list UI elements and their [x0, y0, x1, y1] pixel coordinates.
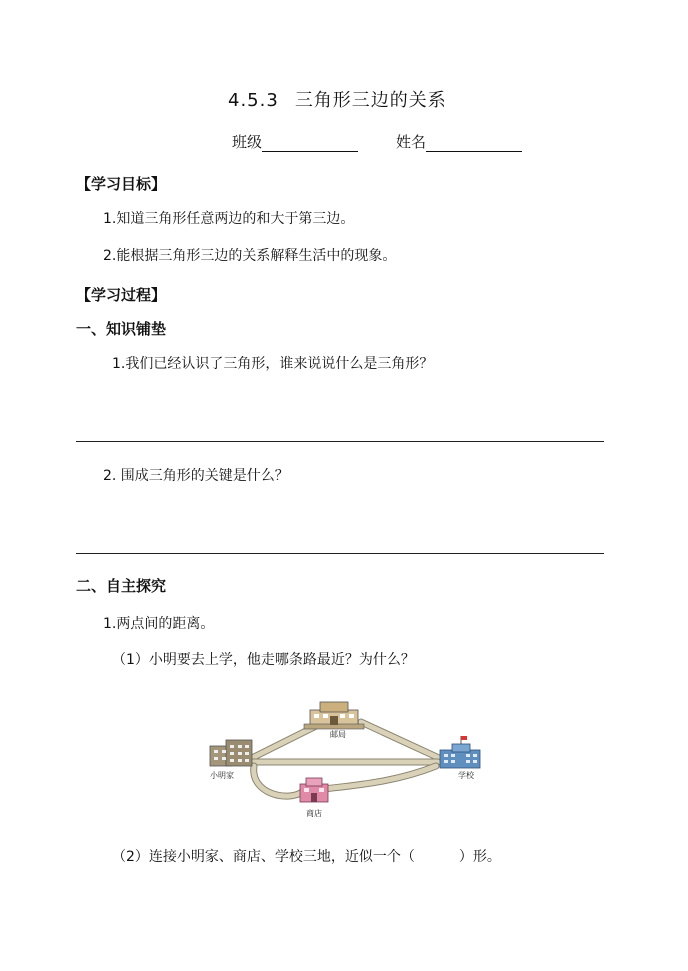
store-label: 商店: [306, 809, 322, 818]
name-blank[interactable]: [426, 137, 522, 152]
home-building-icon: [210, 740, 252, 766]
section-2-question-1: （1）小明要去上学，他走哪条路最近？为什么？: [112, 652, 415, 668]
route-map-illustration: [196, 694, 526, 824]
answer-line-2[interactable]: [76, 553, 604, 554]
section-1-question-1: 1.我们已经认识了三角形，谁来说说什么是三角形？: [112, 356, 434, 372]
answer-line-1[interactable]: [76, 441, 604, 442]
school-building-icon: [440, 736, 480, 768]
home-label: 小明家: [210, 771, 234, 780]
section-2-item-1: 1.两点间的距离。: [103, 616, 215, 632]
lesson-title: 三角形三边的关系: [294, 90, 447, 111]
store-building-icon: [300, 778, 328, 802]
objective-item-2: 2.能根据三角形三边的关系解释生活中的现象。: [103, 248, 397, 264]
class-label: 班级: [232, 133, 263, 151]
objectives-heading: 【学习目标】: [76, 175, 167, 193]
section-2-heading: 二、自主探究: [76, 577, 167, 595]
school-label: 学校: [458, 771, 474, 780]
post-office-label: 邮局: [330, 730, 346, 739]
student-info-fields: [232, 131, 522, 152]
post-office-building-icon: [304, 702, 364, 729]
class-blank[interactable]: [262, 137, 358, 152]
question-2-text-before: （2）连接小明家、商店、学校三地，近似一个（: [112, 849, 415, 865]
objective-item-1: 1.知道三角形任意两边的和大于第三边。: [103, 211, 355, 227]
question-2-text-after: ）形。: [458, 849, 501, 865]
lesson-number: 4.5.3: [228, 90, 279, 111]
page-title: [228, 86, 447, 112]
section-2-question-2: [112, 846, 501, 866]
process-heading: 【学习过程】: [76, 286, 167, 304]
section-1-heading: 一、知识铺垫: [76, 320, 167, 338]
name-label: 姓名: [396, 133, 427, 151]
section-1-question-2: 2. 围成三角形的关键是什么？: [103, 468, 289, 484]
